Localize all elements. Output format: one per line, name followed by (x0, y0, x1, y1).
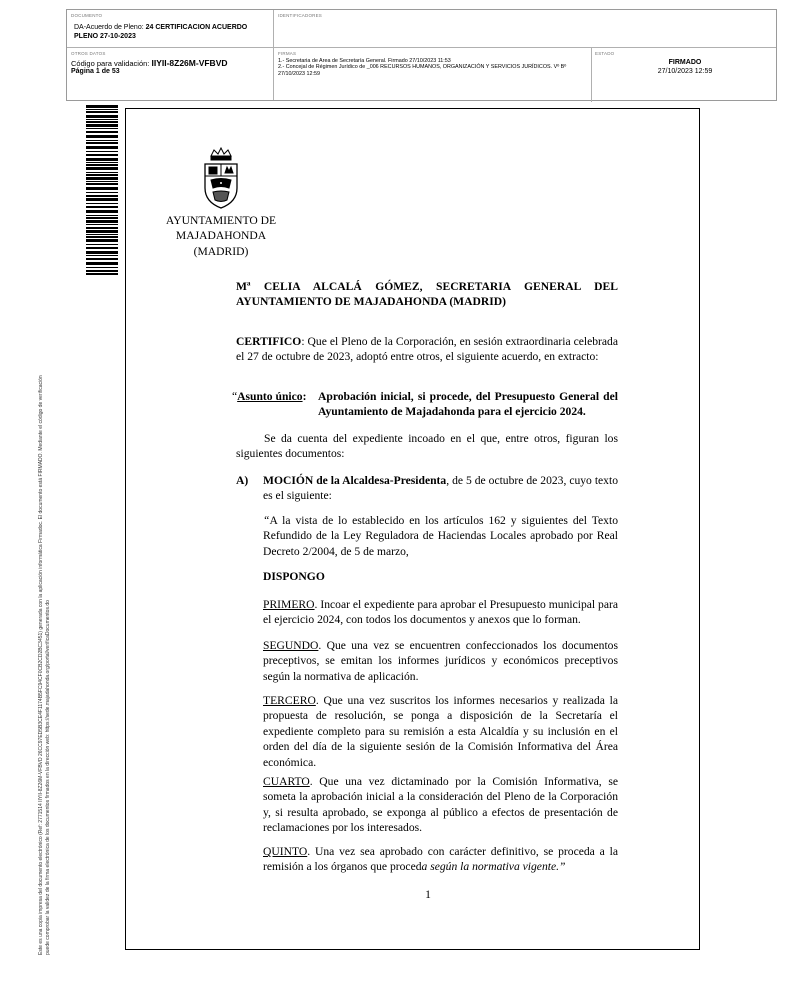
item-a-paragraph (263, 473, 618, 504)
asunto-text: Aprobación inicial, si procede, del Presupuesto General del Ayuntamiento de Majadahonda para el ejercicio 2024. (318, 390, 618, 419)
dispongo-heading: DISPONGO (263, 570, 325, 583)
cuarto-text: . Que una vez dictaminado por la Comisión Informativa, se someta la aprobación inicial a la consideración del Pleno de la Corporación y, si resulta aprobado, se exponga al público a efectos de presentación de reclamaciones por los interesados. (263, 775, 618, 835)
page-number: 1 (425, 888, 431, 901)
segundo-paragraph (263, 638, 618, 684)
segundo-label: SEGUNDO (263, 639, 319, 652)
estado-cell (595, 51, 775, 76)
documento-value (74, 24, 269, 41)
documento-prefix: DA-Acuerdo de Pleno: (74, 24, 146, 31)
tercero-paragraph (263, 693, 618, 770)
quinto-paragraph (263, 844, 618, 875)
firma-1: 1.- Secretaria de Area de Secretaría General. Firmado 27/10/2023 11:53 (278, 58, 451, 64)
codigo-prefix: Código para validación: (71, 59, 152, 68)
asunto-label: Asunto único (237, 390, 303, 403)
codigo-value[interactable]: IIYII-8Z26M-VFBVD (151, 58, 228, 68)
asunto-colon: : (302, 390, 307, 403)
intro-paragraph: Se da cuenta del expediente incoado en el que, entre otros, figuran los siguientes documentos: (236, 432, 618, 461)
tercero-label: TERCERO (263, 694, 316, 707)
segundo-text: . Que una vez se encuentren confeccionados los documentos preceptivos, se emitan los informes jurídicos y económicos preceptivos según la normativa de aplicación. (263, 639, 618, 683)
item-a-rest: , de 5 de octubre de 2023, cuyo texto es el siguiente: (263, 474, 618, 503)
side-note-line-1: Este es una copia impresa del documento electrónico (Ref: 2771514 IIYII-8Z26M-VFBVD 26CC97ED5B3CE4F1174B5FC94CF0CB2CD2BC3451) generada con la aplicación informática Firmadoc. El documento está FIRMADO. Mediante el código de verificación (38, 375, 44, 955)
document-page (125, 108, 700, 950)
otros-datos-label: OTROS DATOS (71, 51, 106, 56)
asunto-quote: “ (232, 390, 238, 403)
estado-value: FIRMADO (668, 59, 702, 66)
identificadores-label: IDENTIFICADORES (278, 13, 323, 18)
coat-of-arms-icon (201, 146, 241, 211)
mocion-quote: “ (263, 514, 270, 527)
letterhead (156, 213, 286, 259)
primero-label: PRIMERO (263, 598, 315, 611)
cuarto-paragraph (263, 774, 618, 836)
identificadores-cell (278, 13, 578, 18)
header-divider (591, 47, 592, 102)
estado-date: 27/10/2023 12:59 (657, 67, 713, 75)
signature-header (66, 9, 777, 101)
letterhead-line-2: MAJADAHONDA (175, 229, 267, 243)
pagina-info: Página 1 de 53 (71, 68, 120, 75)
header-divider (67, 47, 776, 48)
documento-cell (71, 13, 269, 41)
firmas-label: FIRMAS (278, 51, 297, 56)
quinto-text: . Una vez sea aprobado con carácter definitivo, se proceda a la remisión a los órganos que proced (263, 845, 618, 874)
documento-label: DOCUMENTO (71, 13, 103, 18)
firma-2: 2.- Concejal de Régimen Jurídico de _006 RECURSOS HUMANOS, ORGANIZACIÓN Y SERVICIOS JURÍDICOS. Vº Bº 27/10/2023 12:59 (278, 64, 567, 77)
quinto-label: QUINTO (263, 845, 308, 858)
cuarto-label: CUARTO (263, 775, 310, 788)
asunto-heading (232, 389, 322, 404)
primero-text: . Incoar el expediente para aprobar el Presupuesto municipal para el ejercicio 2024, con todos los documentos y anexos que lo forman. (263, 598, 618, 627)
certifico-label: CERTIFICO (236, 335, 302, 348)
quinto-italic: a según la normativa vigente.” (421, 860, 566, 874)
documento-title: 24 CERTIFICACION ACUERDO PLENO 27-10-2023 (74, 24, 248, 40)
primero-paragraph (263, 597, 618, 628)
item-a-letter: A) (236, 474, 249, 487)
mocion-intro-text: A la vista de lo establecido en los artículos 162 y siguientes del Texto Refundido de la Ley Reguladora de Haciendas Locales aprobado por Real Decreto 2/2004, de 5 de marzo, (263, 514, 618, 558)
side-note-line-2: puede comprobar la validez de la firma electrónica de los documentos firmados en la dirección web: https://sede.majadahonda.org/portal/verificaDocumentos.do (44, 600, 51, 955)
barcode-image (86, 105, 118, 275)
item-a-bold: MOCIÓN de la Alcaldesa-Presidenta (263, 474, 447, 487)
tercero-text: . Que una vez suscritos los informes necesarios y realizada la propuesta de resolución, se ponga a disposición de la Secretaría el expediente completo para su remisión a esta Alcaldía y su inclusión en el orden del día de la siguiente sesión de la Comisión Informativa del Área económica. (263, 694, 618, 769)
header-divider (273, 10, 274, 100)
verification-side-note (38, 270, 51, 955)
otros-datos-cell (71, 51, 269, 77)
certifico-paragraph (236, 334, 618, 365)
firmas-cell (278, 51, 588, 77)
document-title-line-1: Mª CELIA ALCALÁ GÓMEZ, SECRETARIA GENERAL DEL (236, 280, 618, 293)
document-title-line-2: AYUNTAMIENTO DE MAJADAHONDA (MADRID) (236, 295, 506, 308)
estado-label: ESTADO (595, 51, 615, 56)
codigo-validacion (71, 59, 269, 68)
letterhead-line-1: AYUNTAMIENTO DE (165, 214, 277, 227)
certifico-text: : Que el Pleno de la Corporación, en sesión extraordinaria celebrada el 27 de octubre de 2023, adoptó entre otros, el siguiente acuerdo, en extracto: (236, 335, 618, 364)
letterhead-line-3: (MADRID) (193, 244, 249, 258)
mocion-intro (263, 513, 618, 559)
